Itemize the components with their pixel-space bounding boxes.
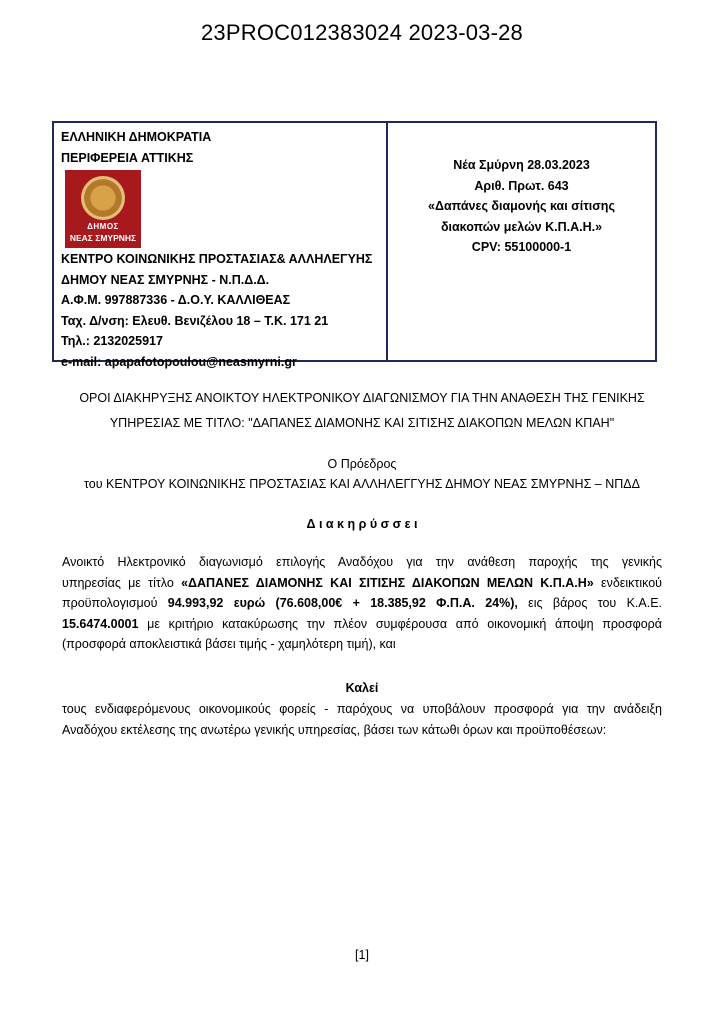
municipality-logo	[65, 170, 141, 248]
invitation-line-1: τους ενδιαφερόμενους οικονομικούς φορείς - παρόχους να υποβάλουν προσφορά για την ανάδειξη	[62, 702, 662, 716]
country-line: ΕΛΛΗΝΙΚΗ ΔΗΜΟΚΡΑΤΙΑ	[61, 130, 212, 144]
service-title: «ΔΑΠΑΝΕΣ ΔΙΑΜΟΝΗΣ ΚΑΙ ΣΙΤΙΣΗΣ ΔΙΑΚΟΠΩΝ ΜΕΛΩΝ Κ.Π.Α.Η»	[181, 575, 594, 590]
email-line: e-mail: apapafotopoulou@neasmyrni.gr	[61, 354, 297, 369]
terms-title-line-1: ΟΡΟΙ ΔΙΑΚΗΡΥΞΗΣ ΑΝΟΙΚΤΟΥ ΗΛΕΚΤΡΟΝΙΚΟΥ ΔΙΑΓΩΝΙΣΜΟΥ ΓΙΑ ΤΗΝ ΑΝΑΘΕΣΗ ΤΗΣ ΓΕΝΙΚΗΣ	[79, 391, 645, 405]
tender-line-3-end: εις βάρος του Κ.Α.Ε.	[517, 596, 663, 610]
address-line: Ταχ. Δ/νση: Ελευθ. Βενιζέλου 18 – Τ.Κ. 171 21	[61, 313, 329, 328]
page-number: [1]	[355, 948, 369, 962]
subject-line-1: «Δαπάνες διαμονής και σίτισης	[428, 199, 615, 213]
phone-line: Τηλ.: 2132025917	[61, 334, 163, 348]
tender-line-2	[62, 573, 662, 594]
tender-line-2-text: υπηρεσίας με τίτλο	[62, 575, 182, 590]
org-line-1: ΚΕΝΤΡΟ ΚΟΙΝΩΝΙΚΗΣ ΠΡΟΣΤΑΣΙΑΣ& ΑΛΛΗΛΕΓΥΗΣ	[61, 252, 373, 266]
tender-line-3	[62, 593, 662, 614]
invitation-line-2: Αναδόχου εκτέλεσης της ανωτέρω γενικής υπηρεσίας, βάσει των κάτωθι όρων και προϋποθέσεων:	[62, 722, 607, 737]
president-heading: Ο Πρόεδρος	[327, 457, 397, 471]
tender-line-4	[62, 614, 662, 635]
tender-line-1: Ανοικτό Ηλεκτρονικό διαγωνισμό επιλογής Αναδόχου για την ανάθεση παροχής της γενικής	[62, 555, 662, 569]
invites-heading: Καλεί	[345, 681, 379, 695]
tender-line-3-text: προϋπολογισμού	[62, 596, 168, 610]
date-line: Νέα Σμύρνη 28.03.2023	[453, 158, 590, 172]
subject-line-2: διακοπών μελών Κ.Π.Α.Η.»	[440, 219, 603, 234]
invitation-paragraph	[62, 699, 662, 740]
terms-title-line-2: ΥΠΗΡΕΣΙΑΣ ΜΕ ΤΙΤΛΟ: "ΔΑΠΑΝΕΣ ΔΙΑΜΟΝΗΣ ΚΑΙ ΣΙΤΙΣΗΣ ΔΙΑΚΟΠΩΝ ΜΕΛΩΝ ΚΠΑΗ"	[109, 416, 615, 430]
document-id: 23PROC012383024 2023-03-28	[201, 20, 523, 45]
tender-line-5: (προσφορά αποκλειστικά βάσει τιμής - χαμηλότερη τιμή), και	[62, 637, 396, 651]
budget-amount: 94.993,92 ευρώ (76.608,00€ + 18.385,92 Φ.Π.Α. 24%),	[167, 596, 518, 610]
budget-code: 15.6474.0001	[62, 616, 139, 631]
logo-text-1: ΔΗΜΟΣ	[87, 222, 119, 231]
cpv-line: CPV: 55100000-1	[471, 240, 572, 254]
tender-paragraph	[62, 552, 662, 655]
org-line-2: ΔΗΜΟΥ ΝΕΑΣ ΣΜΥΡΝΗΣ - Ν.Π.Δ.Δ.	[61, 272, 270, 287]
declares-heading: Δ ι α κ η ρ ύ σ σ ε ι	[306, 517, 418, 531]
letterhead-box	[52, 121, 657, 369]
letterhead-right	[388, 123, 655, 360]
president-organization: του ΚΕΝΤΡΟΥ ΚΟΙΝΩΝΙΚΗΣ ΠΡΟΣΤΑΣΙΑΣ ΚΑΙ ΑΛΛΗΛΕΓΓΥΗΣ ΔΗΜΟΥ ΝΕΑΣ ΣΜΥΡΝΗΣ – ΝΠΔΔ	[84, 477, 640, 491]
region-line: ΠΕΡΙΦΕΡΕΙΑ ΑΤΤΙΚΗΣ	[61, 150, 194, 165]
logo-text-2: ΝΕΑΣ ΣΜΥΡΝΗΣ	[69, 233, 137, 243]
letterhead-left	[54, 123, 388, 369]
seal-icon	[81, 176, 125, 220]
tender-line-4-text: με κριτήριο κατακύρωσης την πλέον συμφέρουσα από οικονομική άποψη προσφορά	[138, 616, 662, 631]
protocol-line: Αριθ. Πρωτ. 643	[474, 178, 569, 193]
tax-id-line: Α.Φ.Μ. 997887336 - Δ.Ο.Υ. ΚΑΛΛΙΘΕΑΣ	[61, 293, 291, 307]
tender-line-2-end: ενδεικτικού	[593, 575, 662, 590]
